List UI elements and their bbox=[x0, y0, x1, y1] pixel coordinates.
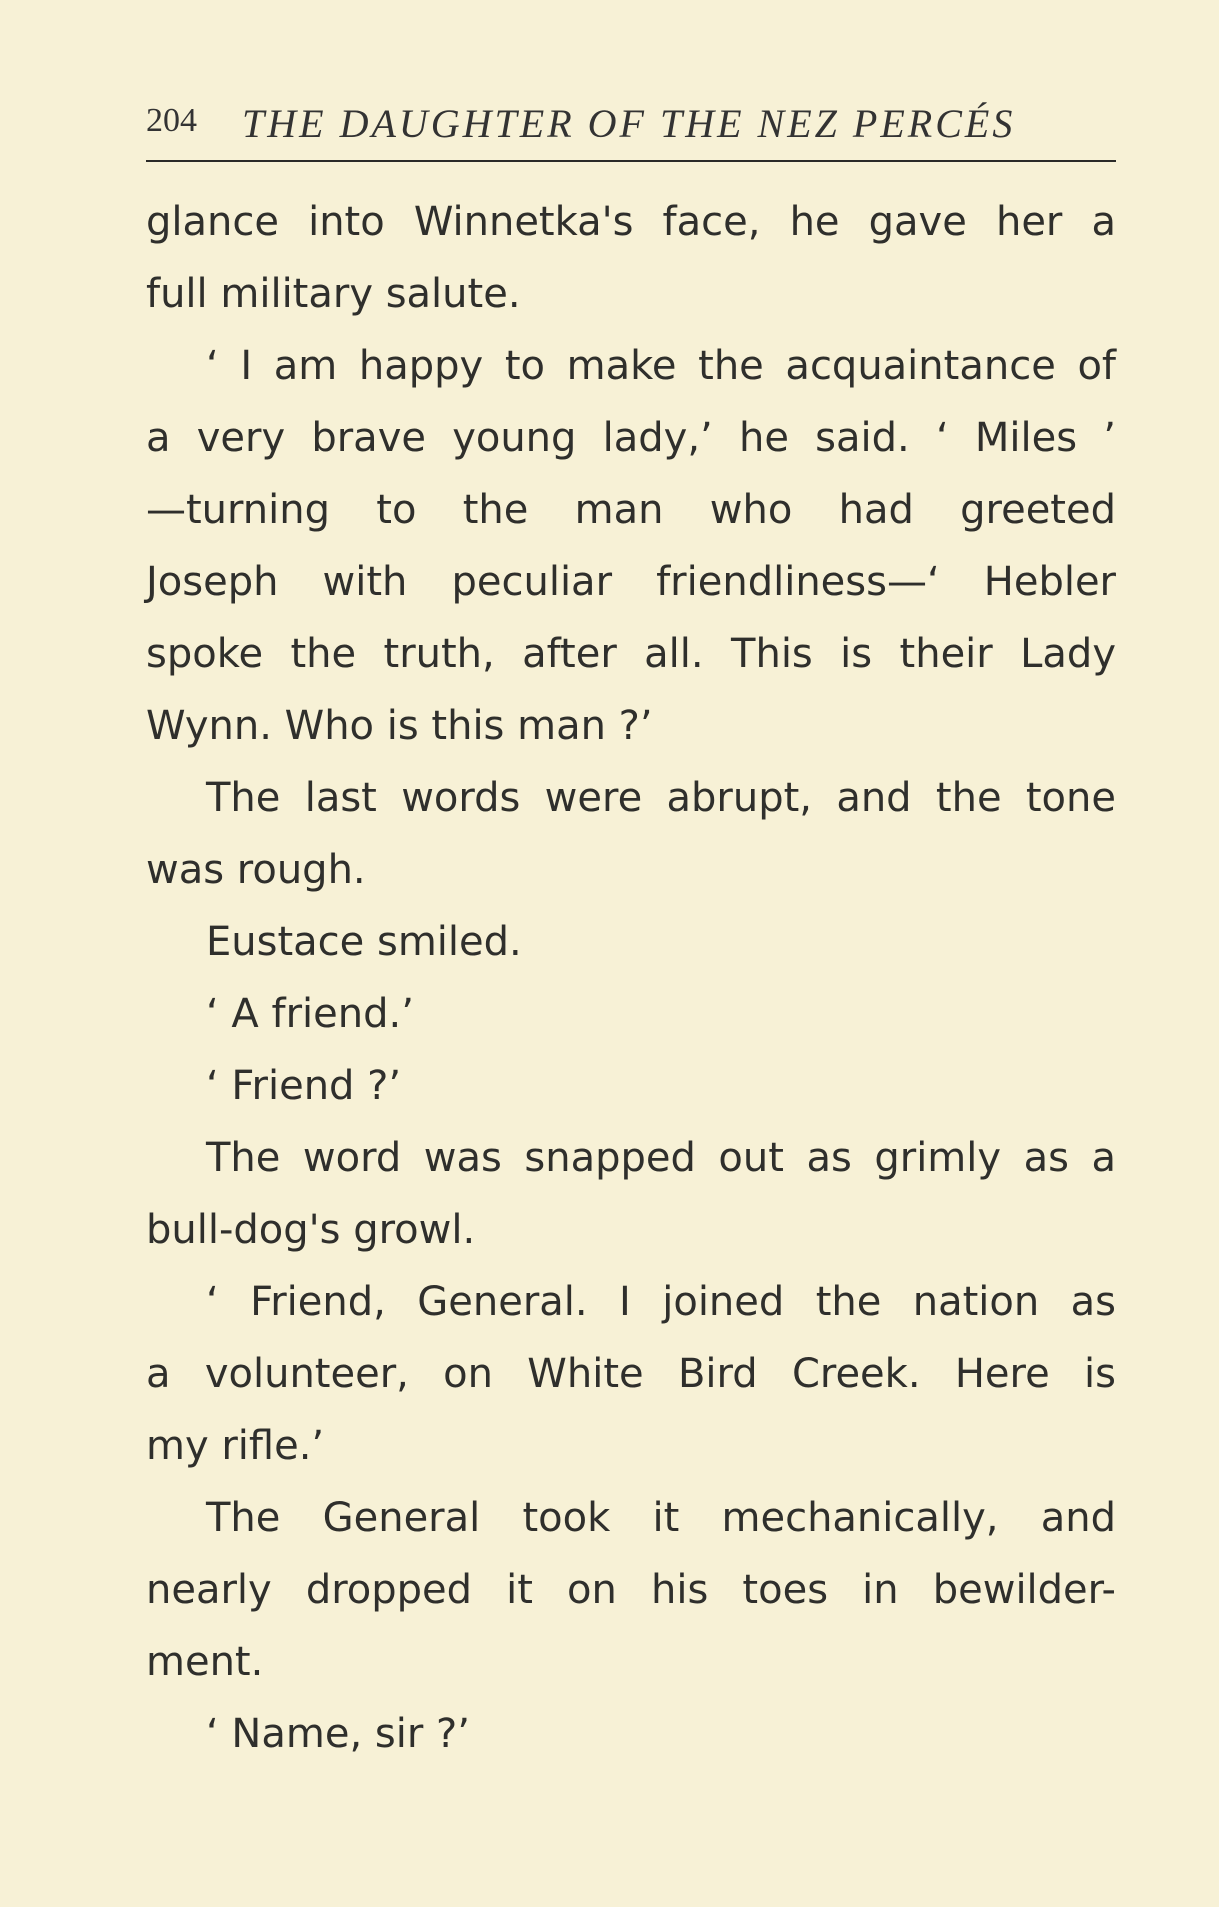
text-line: The General took it mechanically, and bbox=[206, 1495, 1116, 1541]
text-line: Eustace smiled. bbox=[206, 919, 522, 965]
text-line: bull-dog's growl. bbox=[146, 1207, 476, 1253]
text-line: Wynn. Who is this man ?’ bbox=[146, 703, 653, 749]
text-line: ‘ Friend, General. I joined the nation as bbox=[206, 1279, 1116, 1325]
page-header bbox=[146, 96, 1116, 162]
running-title: THE DAUGHTER OF THE NEZ PERCÉS bbox=[242, 101, 1016, 146]
text-line: nearly dropped it on his toes in bewilder- bbox=[146, 1567, 1116, 1613]
text-line: a very brave young lady,’ he said. ‘ Miles ’ bbox=[146, 415, 1116, 461]
page-number: 204 bbox=[146, 102, 197, 139]
text-line: ‘ I am happy to make the acquaintance of bbox=[206, 343, 1116, 389]
text-line: glance into Winnetka's face, he gave her a bbox=[146, 199, 1116, 245]
text-line: was rough. bbox=[146, 847, 366, 893]
text-line: ‘ A friend.’ bbox=[206, 991, 414, 1037]
text-line: spoke the truth, after all. This is their Lady bbox=[146, 631, 1116, 677]
text-line: —turning to the man who had greeted bbox=[146, 487, 1116, 533]
text-line: Joseph with peculiar friendliness—‘ Hebler bbox=[146, 559, 1116, 605]
text-line: ment. bbox=[146, 1639, 264, 1685]
text-line: ‘ Friend ?’ bbox=[206, 1063, 402, 1109]
text-line: The word was snapped out as grimly as a bbox=[206, 1135, 1116, 1181]
text-line: a volunteer, on White Bird Creek. Here is bbox=[146, 1351, 1116, 1397]
text-line: my rifle.’ bbox=[146, 1423, 325, 1469]
text-line: ‘ Name, sir ?’ bbox=[206, 1711, 470, 1757]
text-line: The last words were abrupt, and the tone bbox=[206, 775, 1116, 821]
body-text bbox=[146, 186, 1116, 1770]
text-line: full military salute. bbox=[146, 271, 521, 317]
